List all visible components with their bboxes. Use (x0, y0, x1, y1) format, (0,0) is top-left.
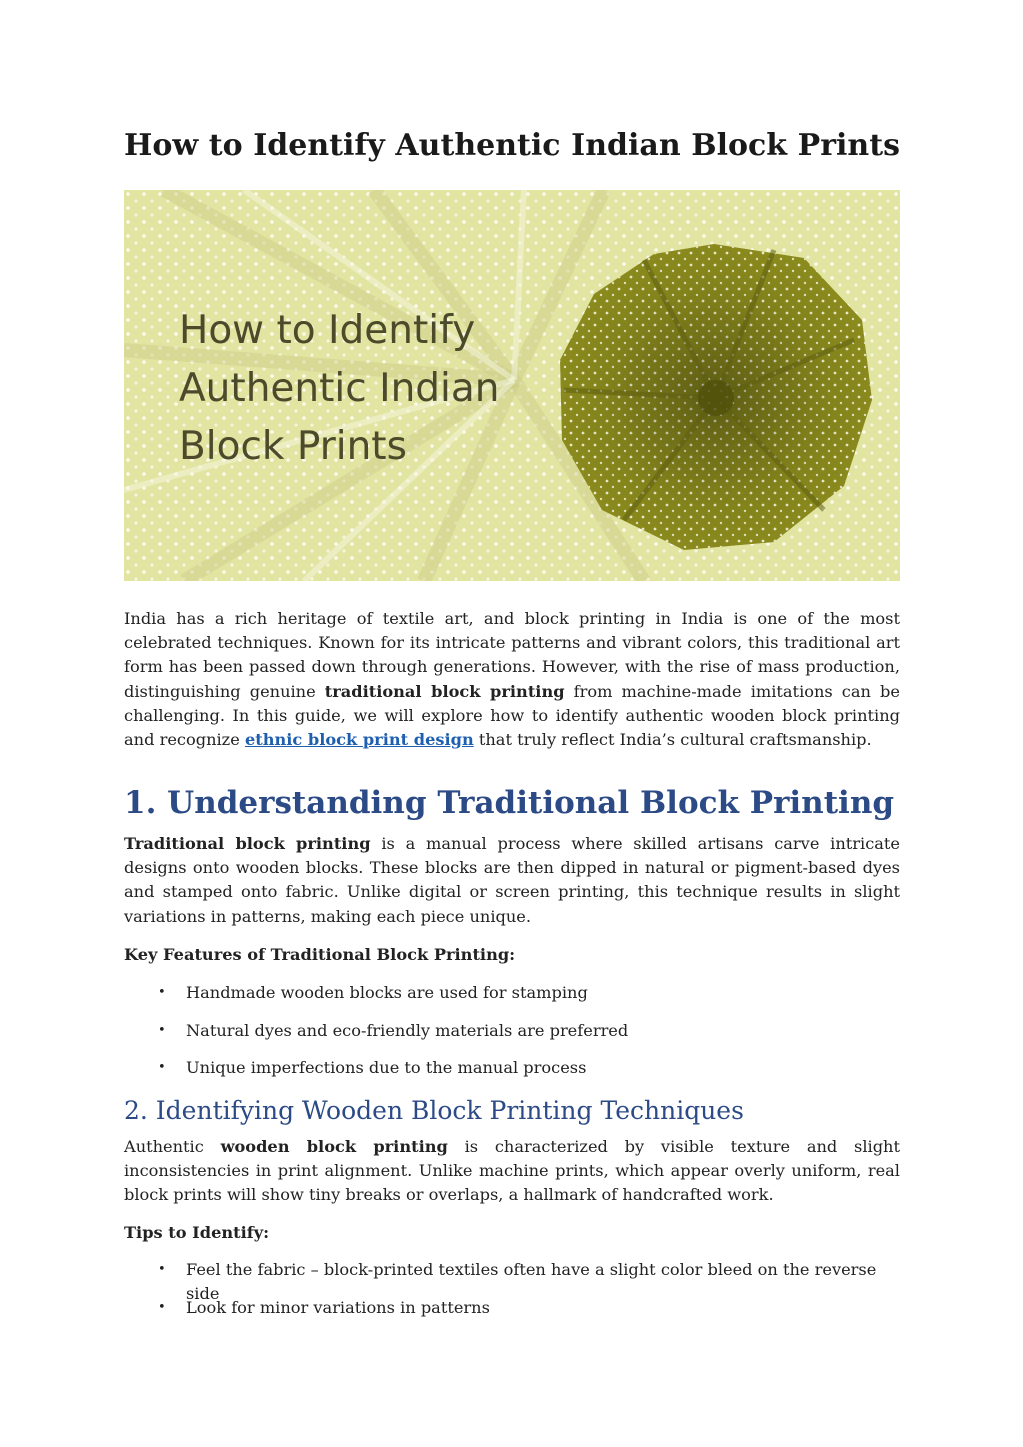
intro-paragraph (124, 607, 900, 752)
list-item-text: Handmade wooden blocks are used for stamping (186, 983, 588, 1002)
tips-list (124, 1258, 900, 1333)
list-item-text: Natural dyes and eco-friendly materials are preferred (186, 1020, 629, 1040)
list-item-text: Feel the fabric – block-printed textiles often have a slight color bleed on the reverse side (186, 1260, 877, 1303)
section-2-text-0: Authentic (124, 1137, 221, 1156)
list-item-text: Look for minor variations in patterns (186, 1297, 490, 1317)
section-1-heading: 1. Understanding Traditional Block Printing (124, 785, 895, 821)
bullet-icon: • (158, 1299, 166, 1315)
list-item-text: Unique imperfections due to the manual process (186, 1058, 587, 1077)
intro-text-3: that truly reflect India’s cultural craftsmanship. (473, 730, 872, 750)
intro-text-1: India has a rich heritage of textile art, and block printing in India is one of the most celebrated techniques. Known for its intricate patterns and vibrant colors, this traditional art form has been passed down through generations. However, with the rise of mass production, distinguishing genuine (124, 609, 900, 701)
page-title: How to Identify Authentic Indian Block Prints (124, 128, 900, 163)
bullet-icon: • (158, 1262, 166, 1277)
list-item (124, 1056, 900, 1094)
intro-text-2: from machine-made imitations can be challenging. In this guide, we will explore how to identify authentic wooden block printing and recognize (124, 681, 900, 750)
list-item (124, 1258, 900, 1303)
bullet-icon: • (158, 985, 166, 1000)
key-features-list (124, 981, 900, 1094)
section-1-text: is a manual process where skilled artisans carve intricate designs onto wooden blocks. These blocks are then dipped in natural or pigment-based dyes and stamped onto fabric. Unlike digital or screen printing, this technique results in slight variations in patterns, making each piece unique. (124, 834, 901, 926)
hero-overlay-title (179, 302, 559, 476)
section-1-bold-term: Traditional block printing (124, 834, 371, 853)
ethnic-block-print-link[interactable]: ethnic block print design (244, 730, 474, 750)
bullet-icon: • (158, 1060, 166, 1075)
list-item (124, 1019, 900, 1057)
bullet-icon: • (158, 1022, 166, 1038)
tips-label: Tips to Identify: (124, 1223, 270, 1242)
key-features-label: Key Features of Traditional Block Printing: (124, 945, 516, 964)
list-item (124, 981, 900, 1019)
section-2-heading: 2. Identifying Wooden Block Printing Techniques (124, 1096, 744, 1125)
section-1-paragraph (124, 832, 900, 929)
hero-line-2: Authentic Indian (179, 366, 500, 411)
section-2-bold-term: wooden block printing (220, 1137, 448, 1156)
hero-line-3: Block Prints (179, 424, 407, 469)
list-item (124, 1296, 900, 1334)
section-2-text: is characterized by visible texture and slight inconsistencies in print alignment. Unlike machine prints, which appear overly uniform, real block prints will show tiny breaks or overlaps, a hallmark of handcrafted work. (124, 1137, 900, 1205)
section-2-paragraph (124, 1135, 900, 1208)
intro-bold-term: traditional block printing (324, 681, 565, 701)
hero-image (124, 190, 900, 581)
hero-line-1: How to Identify (179, 308, 476, 353)
